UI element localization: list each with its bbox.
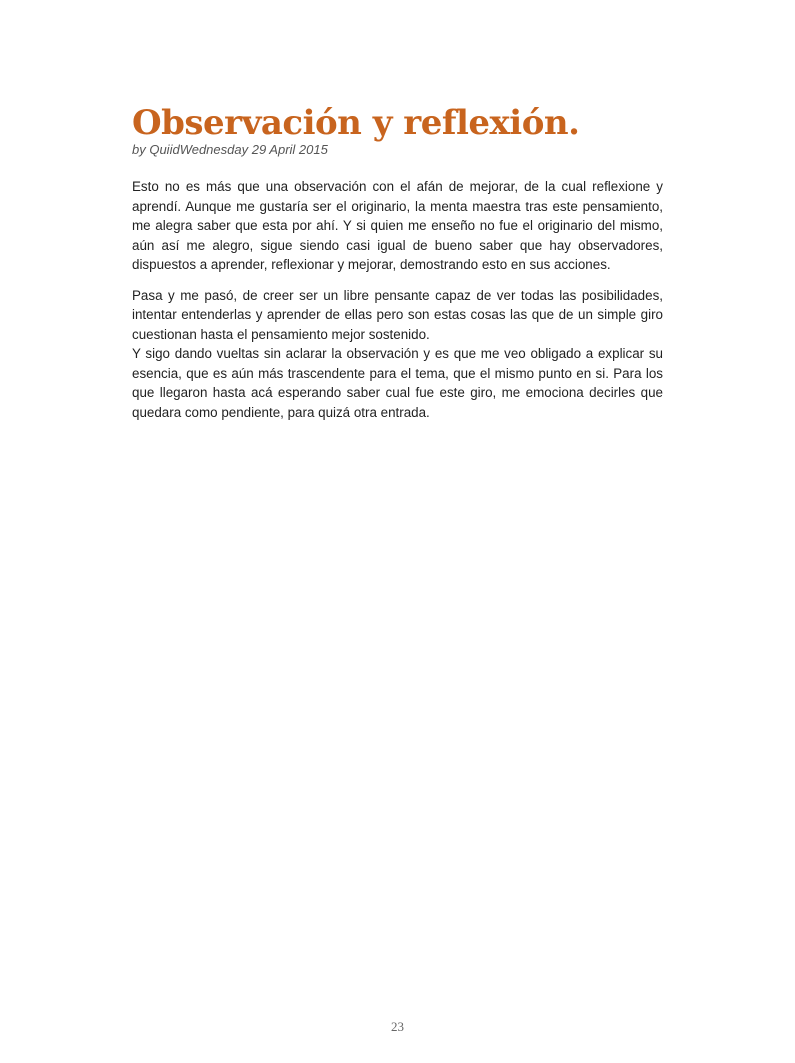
- article-title: Observación y reflexión.: [132, 103, 580, 143]
- page-number: 23: [391, 1019, 404, 1034]
- article-byline: by QuiidWednesday 29 April 2015: [132, 142, 328, 157]
- article-paragraph-1: Esto no es más que una observación con el afán de mejorar, de la cual reflexione y aprendí. Aunque me gustaría ser el originario, la menta maestra tras este pensamiento, me alegra saber que esta por ahí. Y si quien me enseño no fue el originario del mismo, aún así me alegro, sigue siendo casi igual de bueno saber que hay observadores, dispuestos a aprender, reflexionar y mejorar, demostrando esto en sus acciones.: [132, 179, 663, 272]
- article-paragraph-3: Y sigo dando vueltas sin aclarar la observación y es que me veo obligado a explicar su esencia, que es aún más trascendente para el tema, que el mismo punto en si. Para los que llegaron hasta acá esperando saber cual fue este giro, me emociona decirles que quedara como pendiente, para quizá otra entrada.: [132, 346, 663, 420]
- article-body: [132, 177, 663, 422]
- article-paragraph-2: Pasa y me pasó, de creer ser un libre pensante capaz de ver todas las posibilidades, intentar entenderlas y aprender de ellas pero son estas cosas las que de un simple giro cuestionan hasta el pensamiento mejor sostenido.: [132, 287, 663, 342]
